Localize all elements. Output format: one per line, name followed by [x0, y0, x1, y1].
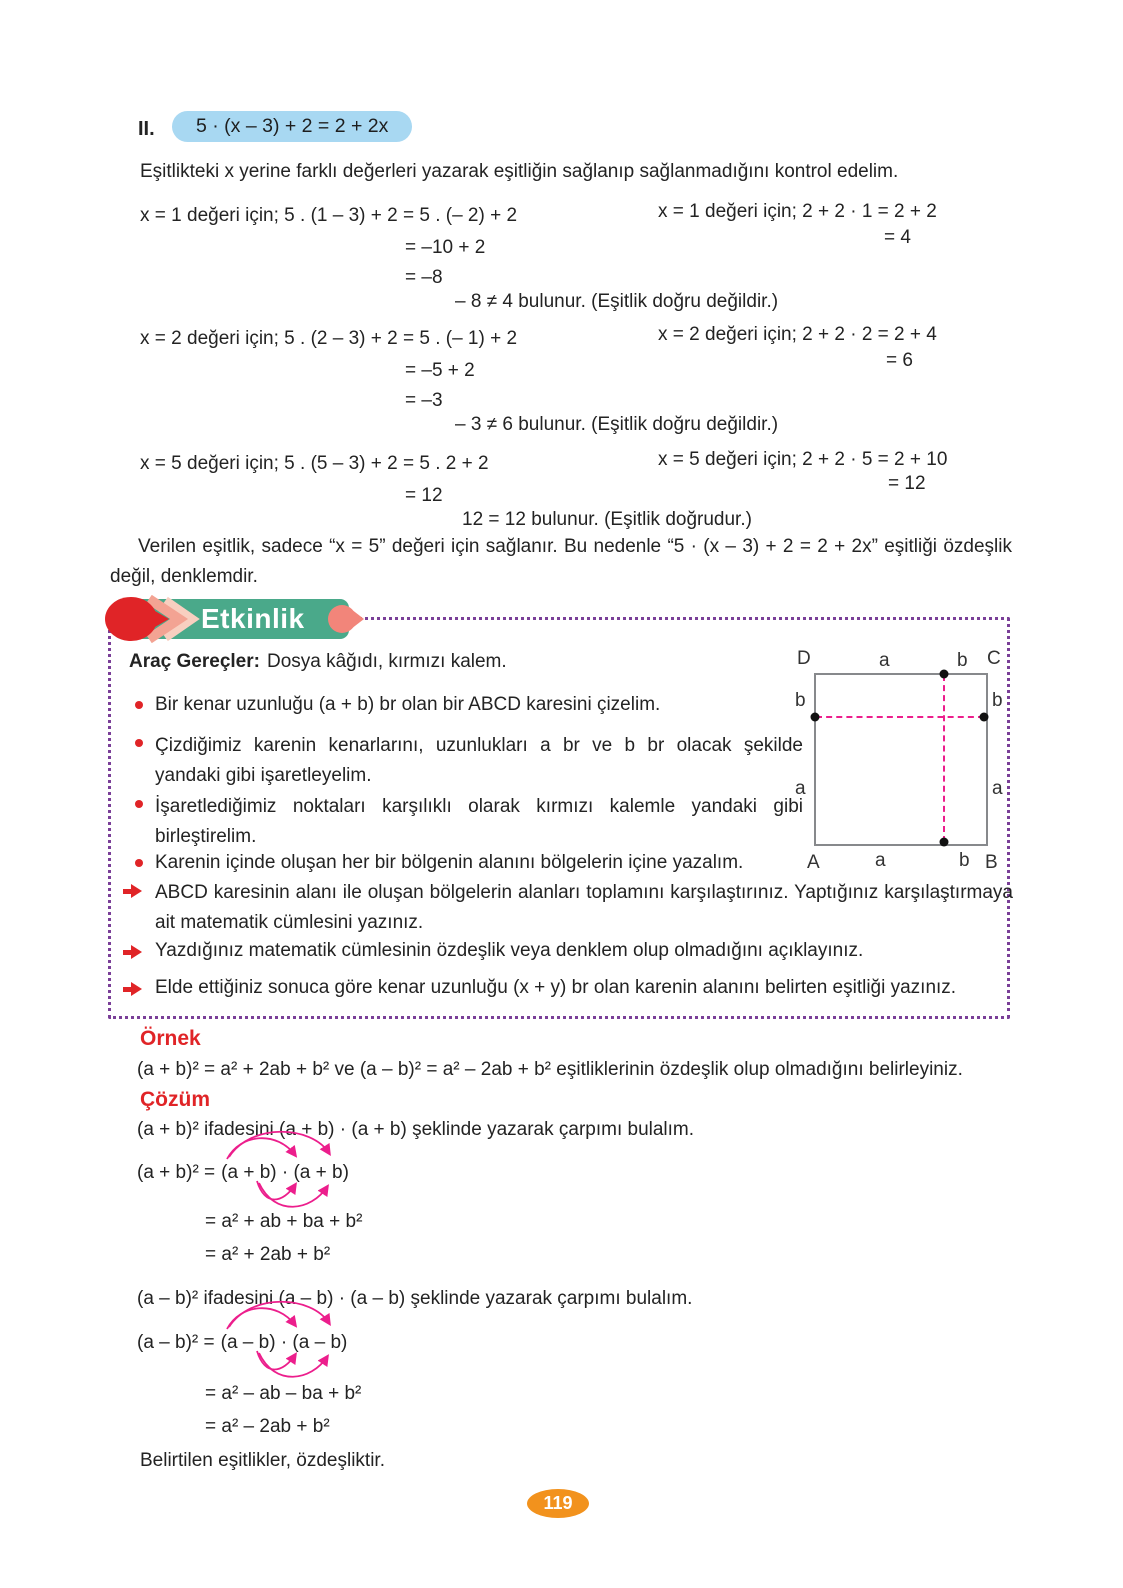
square-diagram [781, 640, 1011, 885]
check3-right-line1: x = 5 değeri için; 2 + 2 · 5 = 2 + 10 [658, 449, 948, 470]
highlighted-equation: 5 · (x – 3) + 2 = 2 + 2x [172, 111, 412, 142]
red-arrow-icon [123, 945, 145, 959]
check3-left-line1: x = 5 değeri için; 5 . (5 – 3) + 2 = 5 . 2 + 2 [140, 453, 489, 474]
corner-label-c: C [987, 648, 1001, 669]
check1-right-line2: = 4 [884, 227, 911, 248]
mark-dot-left [811, 713, 820, 722]
edge-label-top-b: b [957, 650, 968, 671]
intro-text: Eşitlikteki x yerine farklı değerleri yazarak eşitliğin sağlanıp sağlanmadığını kontrol edelim. [140, 161, 899, 182]
dashed-vertical-line [943, 675, 945, 842]
page-number-badge [527, 1489, 589, 1518]
check3-right-line2: = 12 [888, 473, 926, 494]
red-arrow-icon [123, 982, 145, 996]
corner-label-a: A [807, 852, 820, 873]
check2-left-line2: = –5 + 2 [405, 360, 475, 381]
check3-result: 12 = 12 bulunur. (Eşitlik doğrudur.) [462, 509, 752, 530]
activity-badge [113, 599, 349, 639]
corner-label-b: B [985, 852, 998, 873]
equation1-rhs-wrap [221, 1161, 349, 1185]
item-numeral: II. [138, 118, 155, 140]
check1-result: – 8 ≠ 4 bulunur. (Eşitlik doğru değildir.) [455, 291, 779, 312]
equation2-rhs: (a – b) · (a – b) [220, 1332, 348, 1353]
part2-step2: = a² – 2ab + b² [205, 1416, 330, 1437]
activity-bullet-2: Çizdiğimiz karenin kenarlarını, uzunlukları a br ve b br olacak şekilde yandaki gibi işaretleyelim. [155, 735, 803, 786]
red-arrow-icon [123, 884, 145, 898]
activity-badge-drop-icon [327, 603, 367, 635]
example-statement: (a + b)² = a² + 2ab + b² ve (a – b)² = a² – 2ab + b² eşitliklerinin özdeşlik olup olmadığını belirleyiniz. [137, 1059, 963, 1080]
part1-step1: = a² + ab + ba + b² [205, 1211, 363, 1232]
materials-label: Araç Gereçler: [129, 651, 260, 672]
check1-left-line3: = –8 [405, 267, 443, 288]
example-conclusion: Belirtilen eşitlikler, özdeşliktir. [140, 1450, 385, 1471]
mark-dot-top [940, 670, 949, 679]
page-number: 119 [543, 1493, 573, 1513]
edge-label-bottom-b: b [959, 850, 970, 871]
check1-left-line1: x = 1 değeri için; 5 . (1 – 3) + 2 = 5 . (– 2) + 2 [140, 205, 518, 226]
check1-left-line2: = –10 + 2 [405, 237, 486, 258]
part2-step1: = a² – ab – ba + b² [205, 1383, 362, 1404]
part2-intro: (a – b)² ifadesini (a – b) · (a – b) şeklinde yazarak çarpımı bulalım. [137, 1288, 693, 1309]
dashed-horizontal-line [816, 716, 984, 718]
edge-label-bottom-a: a [875, 850, 886, 871]
materials-text: Dosya kâğıdı, kırmızı kalem. [266, 651, 507, 672]
expansion-equation-1 [137, 1161, 349, 1185]
conclusion-paragraph: Verilen eşitlik, sadece “x = 5” değeri için sağlanır. Bu nedenle “5 · (x – 3) + 2 = 2 + 2x” eşitliği özdeşlik değil, denklemdir. [110, 536, 1012, 587]
equation1-lhs: (a + b)² = [137, 1162, 216, 1183]
bullet-dot-icon [135, 739, 143, 747]
expansion-equation-2 [137, 1331, 347, 1355]
corner-label-d: D [797, 648, 811, 669]
activity-bullet-3: İşaretlediğimiz noktaları karşılıklı olarak kırmızı kalemle yandaki gibi birleştirelim. [155, 796, 803, 847]
activity-bullet-4: Karenin içinde oluşan her bir bölgenin alanını bölgelerin içine yazalım. [155, 852, 744, 873]
bullet-dot-icon [135, 800, 143, 808]
mark-dot-bottom [940, 838, 949, 847]
activity-badge-label: Etkinlik [201, 603, 305, 634]
check3-left-line2: = 12 [405, 485, 443, 506]
equation2-lhs: (a – b)² = [137, 1332, 215, 1353]
activity-task-1: ABCD karesinin alanı ile oluşan bölgelerin alanları toplamını karşılaştırınız. Yaptığınız karşılaştırmaya ait matematik cümlesini yazınız. [155, 882, 1013, 933]
edge-label-left-b: b [795, 690, 806, 711]
bullet-dot-icon [135, 701, 143, 709]
activity-badge-chevron-icon [103, 595, 207, 643]
activity-box [108, 603, 1013, 1019]
activity-task-2: Yazdığınız matematik cümlesinin özdeşlik veya denklem olup olmadığını açıklayınız. [155, 940, 864, 961]
equation1-rhs: (a + b) · (a + b) [221, 1162, 349, 1183]
activity-bullet-1: Bir kenar uzunluğu (a + b) br olan bir ABCD karesini çizelim. [155, 694, 661, 715]
part1-intro: (a + b)² ifadesini (a + b) · (a + b) şeklinde yazarak çarpımı bulalım. [137, 1119, 695, 1140]
mark-dot-right [980, 713, 989, 722]
check2-left-line3: = –3 [405, 390, 443, 411]
check2-left-line1: x = 2 değeri için; 5 . (2 – 3) + 2 = 5 . (– 1) + 2 [140, 328, 518, 349]
example-title: Örnek [140, 1027, 201, 1050]
materials-line [129, 651, 507, 673]
check2-right-line1: x = 2 değeri için; 2 + 2 · 2 = 2 + 4 [658, 324, 937, 345]
equation2-rhs-wrap [221, 1331, 348, 1355]
edge-label-right-b: b [992, 690, 1003, 711]
edge-label-top-a: a [879, 650, 890, 671]
activity-task-3: Elde ettiğiniz sonuca göre kenar uzunluğu (x + y) br olan karenin alanını belirten eşitliği yazınız. [155, 977, 957, 998]
check2-right-line2: = 6 [886, 350, 913, 371]
solution-title: Çözüm [140, 1088, 210, 1111]
edge-label-right-a: a [992, 778, 1003, 799]
check2-result: – 3 ≠ 6 bulunur. (Eşitlik doğru değildir.) [455, 414, 779, 435]
edge-label-left-a: a [795, 778, 806, 799]
bullet-dot-icon [135, 859, 143, 867]
check1-right-line1: x = 1 değeri için; 2 + 2 · 1 = 2 + 2 [658, 201, 937, 222]
part1-step2: = a² + 2ab + b² [205, 1244, 331, 1265]
abcd-square [814, 673, 988, 846]
